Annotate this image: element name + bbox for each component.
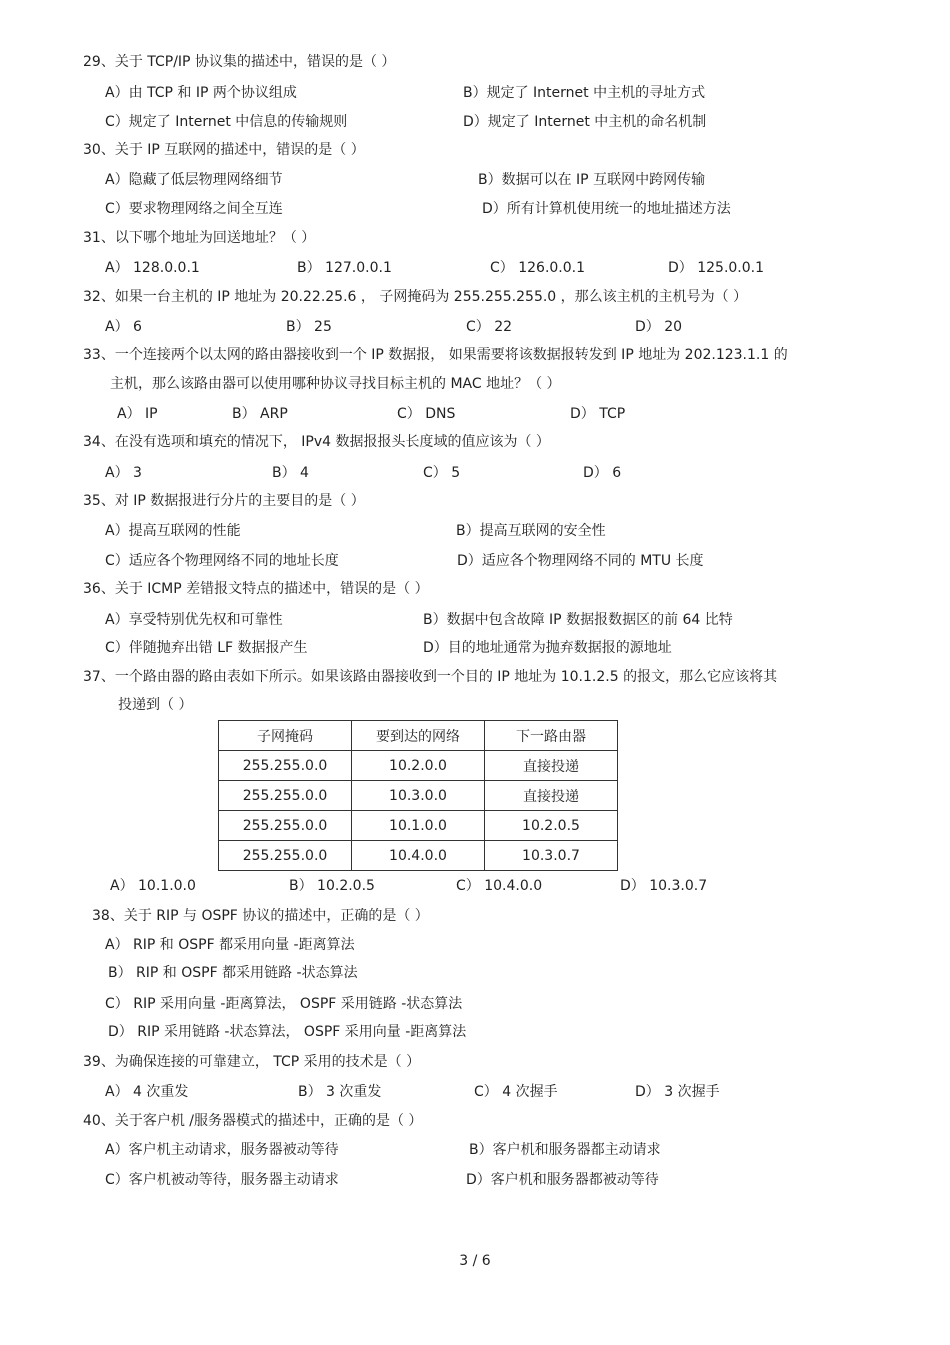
q30-option-c: C）要求物理网络之间全互连 xyxy=(105,201,283,217)
q39-option-c: C） 4 次握手 xyxy=(474,1084,558,1100)
q40-option-a: A）客户机主动请求，服务器被动等待 xyxy=(105,1142,339,1158)
q31-option-c: C） 126.0.0.1 xyxy=(490,260,586,276)
q39-option-a: A） 4 次重发 xyxy=(105,1084,189,1100)
q33-option-c: C） DNS xyxy=(397,406,456,422)
cell-next-router: 直接投递 xyxy=(485,781,618,811)
q38-option-d: D） RIP 采用链路 -状态算法， OSPF 采用向量 -距离算法 xyxy=(108,1024,467,1040)
q31-stem: 31、以下哪个地址为回送地址？（ ） xyxy=(83,230,316,246)
cell-subnet-mask: 255.255.0.0 xyxy=(219,811,352,841)
route-table-header-row xyxy=(219,721,618,751)
q31-option-d: D） 125.0.0.1 xyxy=(668,260,765,276)
q29-option-b: B）规定了 Internet 中主机的寻址方式 xyxy=(463,85,706,101)
cell-subnet-mask: 255.255.0.0 xyxy=(219,841,352,871)
cell-network: 10.3.0.0 xyxy=(352,781,485,811)
q33-stem: 33、一个连接两个以太网的路由器接收到一个 IP 数据报， 如果需要将该数据报转发到 IP 地址为 202.123.1.1 的 xyxy=(83,347,788,363)
cell-network: 10.1.0.0 xyxy=(352,811,485,841)
q30-option-a: A）隐藏了低层物理网络细节 xyxy=(105,172,283,188)
q31-option-a: A） 128.0.0.1 xyxy=(105,260,200,276)
header-next-router: 下一路由器 xyxy=(485,721,618,751)
q40-stem: 40、关于客户机 /服务器模式的描述中，正确的是（ ） xyxy=(83,1113,423,1129)
q36-option-a: A）享受特别优先权和可靠性 xyxy=(105,612,283,628)
q30-stem: 30、关于 IP 互联网的描述中，错误的是（ ） xyxy=(83,142,365,158)
q29-option-d: D）规定了 Internet 中主机的命名机制 xyxy=(463,114,707,130)
header-destination-network: 要到达的网络 xyxy=(352,721,485,751)
q40-option-b: B）客户机和服务器都主动请求 xyxy=(469,1142,661,1158)
cell-next-router: 10.3.0.7 xyxy=(485,841,618,871)
q39-stem: 39、为确保连接的可靠建立， TCP 采用的技术是（ ） xyxy=(83,1054,421,1070)
q36-option-c: C）伴随抛弃出错 LF 数据报产生 xyxy=(105,640,308,656)
q34-option-a: A） 3 xyxy=(105,465,142,481)
q39-option-d: D） 3 次握手 xyxy=(635,1084,720,1100)
cell-next-router: 10.2.0.5 xyxy=(485,811,618,841)
q37-option-a: A） 10.1.0.0 xyxy=(110,878,196,894)
table-row xyxy=(219,841,618,871)
q37-option-c: C） 10.4.0.0 xyxy=(456,878,543,894)
q33-stem-continued: 主机，那么该路由器可以使用哪种协议寻找目标主机的 MAC 地址？（ ） xyxy=(110,376,561,392)
q33-option-a: A） IP xyxy=(117,406,158,422)
cell-network: 10.4.0.0 xyxy=(352,841,485,871)
cell-network: 10.2.0.0 xyxy=(352,751,485,781)
q32-option-c: C） 22 xyxy=(466,319,513,335)
table-row xyxy=(219,781,618,811)
q30-option-d: D）所有计算机使用统一的地址描述方法 xyxy=(482,201,731,217)
cell-next-router: 直接投递 xyxy=(485,751,618,781)
q37-stem: 37、一个路由器的路由表如下所示。如果该路由器接收到一个目的 IP 地址为 10.1.2.5 的报文，那么它应该将其 xyxy=(83,669,778,685)
table-row xyxy=(219,811,618,841)
q35-option-a: A）提高互联网的性能 xyxy=(105,523,241,539)
q39-option-b: B） 3 次重发 xyxy=(298,1084,382,1100)
q34-option-d: D） 6 xyxy=(583,465,622,481)
q38-option-a: A） RIP 和 OSPF 都采用向量 -距离算法 xyxy=(105,937,355,953)
q34-option-b: B） 4 xyxy=(272,465,309,481)
q29-stem: 29、关于 TCP/IP 协议集的描述中，错误的是（ ） xyxy=(83,54,396,70)
q40-option-d: D）客户机和服务器都被动等待 xyxy=(466,1172,659,1188)
q38-option-c: C） RIP 采用向量 -距离算法， OSPF 采用链路 -状态算法 xyxy=(105,996,463,1012)
page-number: 3 / 6 xyxy=(459,1253,491,1269)
q32-option-d: D） 20 xyxy=(635,319,683,335)
q40-option-c: C）客户机被动等待，服务器主动请求 xyxy=(105,1172,339,1188)
header-subnet-mask: 子网掩码 xyxy=(219,721,352,751)
q35-option-b: B）提高互联网的安全性 xyxy=(456,523,606,539)
q38-option-b: B） RIP 和 OSPF 都采用链路 -状态算法 xyxy=(108,965,358,981)
q35-option-d: D）适应各个物理网络不同的 MTU 长度 xyxy=(457,553,704,569)
q37-option-b: B） 10.2.0.5 xyxy=(289,878,375,894)
q29-option-a: A）由 TCP 和 IP 两个协议组成 xyxy=(105,85,297,101)
q32-stem: 32、如果一台主机的 IP 地址为 20.22.25.6 ， 子网掩码为 255.255.255.0 ，那么该主机的主机号为（ ） xyxy=(83,289,748,305)
q32-option-b: B） 25 xyxy=(286,319,332,335)
q35-option-c: C）适应各个物理网络不同的地址长度 xyxy=(105,553,339,569)
q38-stem: 38、关于 RIP 与 OSPF 协议的描述中，正确的是（ ） xyxy=(92,908,429,924)
q33-option-d: D） TCP xyxy=(570,406,626,422)
q36-option-b: B）数据中包含故障 IP 数据报数据区的前 64 比特 xyxy=(423,612,733,628)
q36-stem: 36、关于 ICMP 差错报文特点的描述中，错误的是（ ） xyxy=(83,581,429,597)
q33-option-b: B） ARP xyxy=(232,406,288,422)
q34-option-c: C） 5 xyxy=(423,465,461,481)
q32-option-a: A） 6 xyxy=(105,319,142,335)
q34-stem: 34、在没有选项和填充的情况下， IPv4 数据报报头长度域的值应该为（ ） xyxy=(83,434,550,450)
route-table xyxy=(218,720,618,871)
cell-subnet-mask: 255.255.0.0 xyxy=(219,781,352,811)
table-row xyxy=(219,751,618,781)
cell-subnet-mask: 255.255.0.0 xyxy=(219,751,352,781)
q31-option-b: B） 127.0.0.1 xyxy=(297,260,392,276)
q35-stem: 35、对 IP 数据报进行分片的主要目的是（ ） xyxy=(83,493,365,509)
q36-option-d: D）目的地址通常为抛弃数据报的源地址 xyxy=(423,640,672,656)
q37-stem-continued: 投递到（ ） xyxy=(118,697,193,713)
q37-option-d: D） 10.3.0.7 xyxy=(620,878,708,894)
q29-option-c: C）规定了 Internet 中信息的传输规则 xyxy=(105,114,348,130)
q30-option-b: B）数据可以在 IP 互联网中跨网传输 xyxy=(478,172,706,188)
